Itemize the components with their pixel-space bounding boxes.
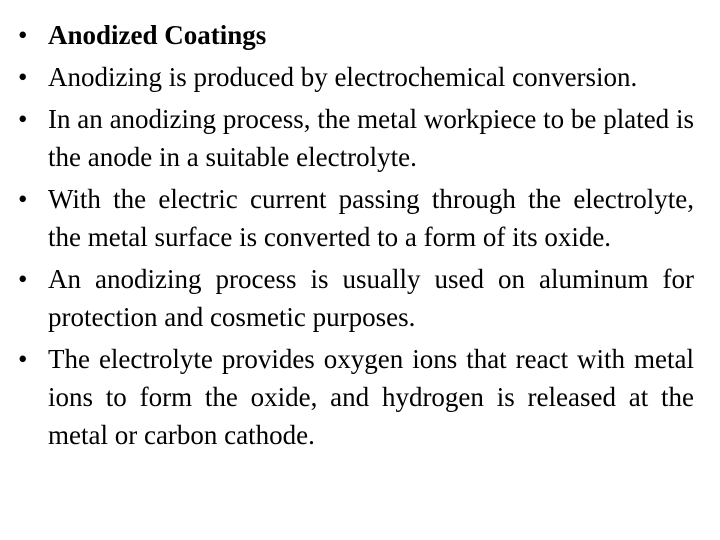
bullet-item: [18, 340, 694, 454]
bullet-marker: •: [18, 20, 28, 50]
bullet-marker: •: [18, 184, 28, 214]
bullet-item: [18, 58, 694, 96]
bullet-text: The electrolyte provides oxygen ions that react with metal ions to form the oxide, and hydrogen is released at the metal or carbon cathode.: [48, 344, 694, 450]
bullet-item: [18, 180, 694, 256]
bullet-item-heading: [18, 16, 694, 54]
bullet-list: [18, 16, 694, 458]
bullet-marker: •: [18, 104, 28, 134]
bullet-marker: •: [18, 264, 28, 294]
bullet-item: [18, 100, 694, 176]
bullet-marker: •: [18, 62, 28, 92]
bullet-marker: •: [18, 344, 28, 374]
bullet-text: With the electric current passing through the electrolyte, the metal surface is converted to a form of its oxide.: [48, 184, 694, 252]
bullet-text: An anodizing process is usually used on aluminum for protection and cosmetic purposes.: [48, 264, 694, 332]
bullet-item: [18, 260, 694, 336]
bullet-text-heading: Anodized Coatings: [48, 20, 267, 50]
bullet-text: Anodizing is produced by electrochemical conversion.: [48, 62, 638, 92]
bullet-text: In an anodizing process, the metal workpiece to be plated is the anode in a suitable electrolyte.: [48, 104, 694, 172]
